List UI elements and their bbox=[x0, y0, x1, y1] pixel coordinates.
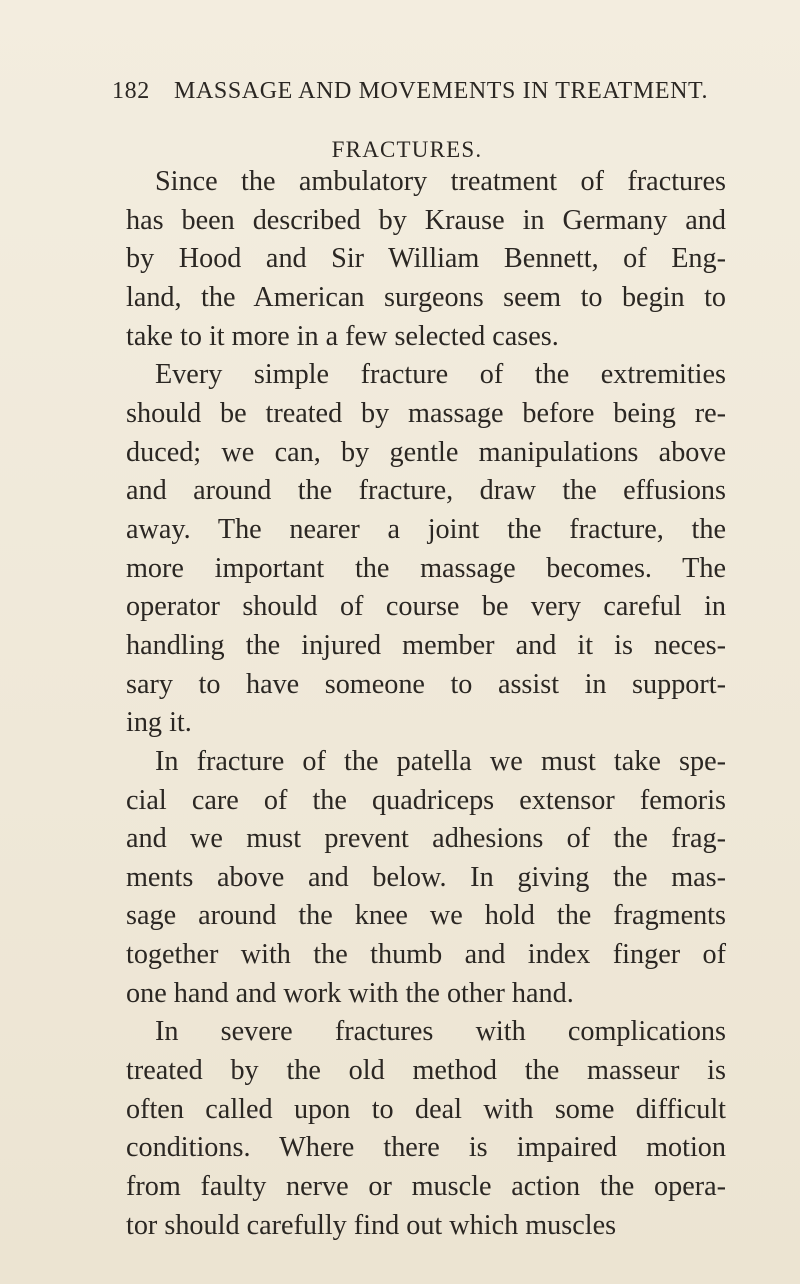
paragraph bbox=[126, 163, 726, 356]
text-line: more important the massage becomes. The bbox=[126, 552, 726, 584]
text-line: conditions. Where there is impaired motion bbox=[126, 1132, 726, 1164]
text-line: and around the fracture, draw the effusions bbox=[126, 475, 726, 507]
text-line: In fracture of the patella we must take spe- bbox=[155, 745, 726, 777]
running-head-title: MASSAGE AND MOVEMENTS IN TREATMENT. bbox=[174, 78, 709, 104]
text-line: has been described by Krause in Germany and bbox=[126, 204, 726, 236]
text-line: ments above and below. In giving the mas- bbox=[126, 861, 726, 893]
paragraph bbox=[126, 1013, 726, 1245]
text-line: tor should carefully find out which muscles bbox=[126, 1209, 617, 1241]
text-line: Every simple fracture of the extremities bbox=[155, 359, 726, 391]
text-line: ing it. bbox=[126, 707, 192, 739]
section-title: FRACTURES. bbox=[331, 137, 483, 162]
body-text bbox=[126, 163, 726, 1245]
text-line: sary to have someone to assist in support- bbox=[126, 668, 726, 700]
text-line: handling the injured member and it is neces- bbox=[126, 629, 726, 661]
text-line: together with the thumb and index finger of bbox=[126, 939, 726, 971]
text-line: operator should of course be very careful in bbox=[126, 591, 726, 623]
text-line: Since the ambulatory treatment of fractures bbox=[155, 166, 726, 197]
text-line: duced; we can, by gentle manipulations above bbox=[126, 436, 726, 468]
page-number: 182 bbox=[112, 78, 150, 104]
paragraph bbox=[126, 356, 726, 743]
text-line: by Hood and Sir William Bennett, of Eng- bbox=[126, 243, 726, 275]
text-line: often called upon to deal with some difficult bbox=[126, 1093, 726, 1125]
paragraph bbox=[126, 743, 726, 1014]
text-line: should be treated by massage before being re- bbox=[126, 397, 726, 429]
text-line: treated by the old method the masseur is bbox=[126, 1055, 726, 1087]
text-line: In severe fractures with complications bbox=[155, 1016, 726, 1048]
running-head bbox=[112, 78, 712, 114]
text-line: cial care of the quadriceps extensor femoris bbox=[126, 784, 726, 816]
text-line: sage around the knee we hold the fragments bbox=[126, 900, 726, 932]
text-line: land, the American surgeons seem to begin to bbox=[126, 281, 726, 313]
text-line: and we must prevent adhesions of the frag- bbox=[126, 823, 726, 855]
text-line: one hand and work with the other hand. bbox=[126, 977, 574, 1009]
text-line: from faulty nerve or muscle action the opera- bbox=[126, 1171, 726, 1203]
text-line: take to it more in a few selected cases. bbox=[126, 320, 559, 352]
text-line: away. The nearer a joint the fracture, the bbox=[126, 513, 726, 545]
